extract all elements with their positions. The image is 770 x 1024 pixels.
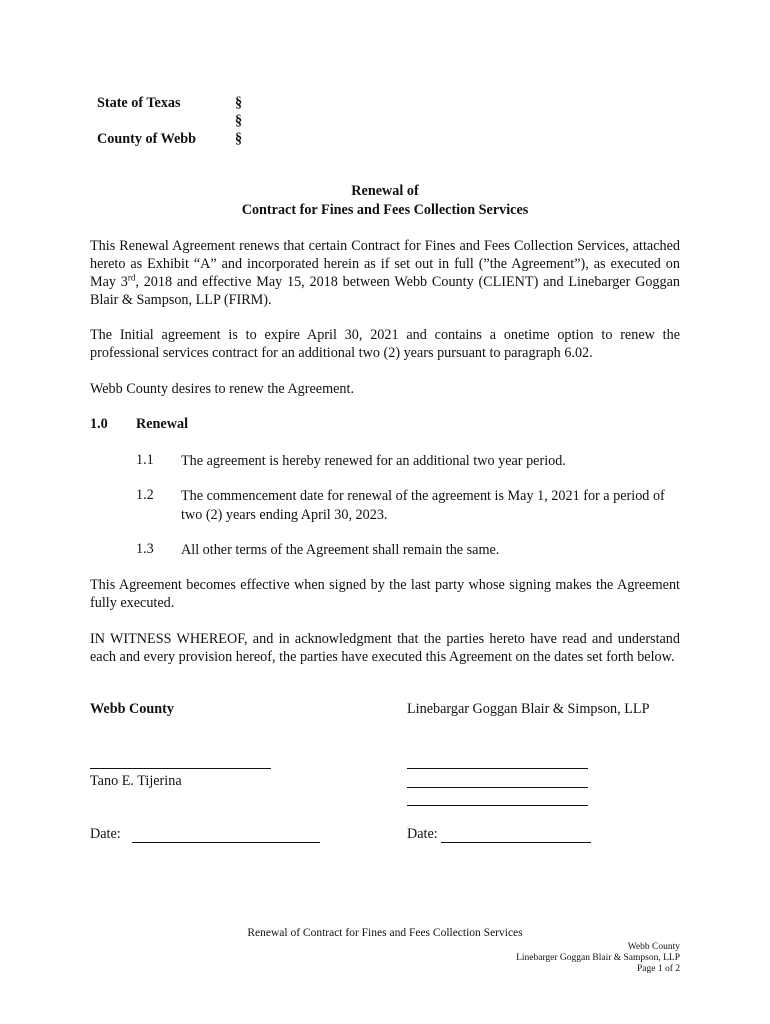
section-symbol: § <box>235 95 243 111</box>
left-signer-name: Tano E. Tijerina <box>90 773 182 789</box>
left-date-label: Date: <box>90 826 121 842</box>
effective-paragraph: This Agreement becomes effective when signed by the last party whose signing makes the Agreement fully executed. <box>90 577 680 611</box>
right-party-name: Linebargar Goggan Blair & Simpson, LLP <box>407 701 650 717</box>
page-number: Page 1 of 2 <box>636 964 680 974</box>
right-date-label: Date: <box>407 826 438 842</box>
footer-county: Webb County <box>627 942 680 952</box>
right-signature-line <box>407 805 588 806</box>
footer-firm: Linebarger Goggan Blair & Sampson, LLP <box>516 953 680 963</box>
item-number: 1.2 <box>136 487 154 503</box>
superscript-rd: rd <box>127 272 136 283</box>
desire-paragraph: Webb County desires to renew the Agreement. <box>90 381 355 397</box>
intro-paragraph <box>90 237 680 309</box>
item-text: The agreement is hereby renewed for an additional two year period. <box>181 453 566 469</box>
witness-paragraph: IN WITNESS WHEREOF, and in acknowledgment that the parties hereto have read and understand each and every provision hereof, the parties have executed this Agreement on the dates set forth below. <box>90 631 680 665</box>
footer-title: Renewal of Contract for Fines and Fees Collection Services <box>247 927 523 939</box>
title-line-2: Contract for Fines and Fees Collection Services <box>241 202 529 218</box>
right-signature-line <box>407 768 588 769</box>
section-symbol: § <box>235 131 243 147</box>
left-signature-line <box>90 768 271 769</box>
right-signature-line <box>407 787 588 788</box>
expiration-paragraph: The Initial agreement is to expire April 30, 2021 and contains a onetime option to renew the professional services contract for an additional two (2) years pursuant to paragraph 6.02. <box>90 327 680 361</box>
left-date-line <box>132 842 320 843</box>
section-title: Renewal <box>136 416 189 432</box>
section-number: 1.0 <box>90 416 108 432</box>
item-number: 1.1 <box>136 452 154 468</box>
left-party-name: Webb County <box>90 701 174 717</box>
section-symbol: § <box>235 113 243 129</box>
item-text: The commencement date for renewal of the agreement is May 1, 2021 for a period of two (2) years ending April 30, 2023. <box>181 488 665 523</box>
right-date-line <box>441 842 591 843</box>
state-label: State of Texas <box>97 95 181 111</box>
county-label: County of Webb <box>97 131 197 147</box>
intro-paragraph-part-2: , 2018 and effective May 15, 2018 between Webb County (CLIENT) and Linebarger Goggan Blair & Sampson, LLP (FIRM). <box>90 274 680 308</box>
title-line-1: Renewal of <box>351 183 419 199</box>
item-text: All other terms of the Agreement shall remain the same. <box>181 542 500 558</box>
intro-paragraph-part-1: This Renewal Agreement renews that certain Contract for Fines and Fees Collection Services, attached hereto as Exhibit “A” and incorporated herein as if set out in full (”the Agreement”), as executed on May 3 <box>90 238 680 290</box>
item-number: 1.3 <box>136 541 154 557</box>
